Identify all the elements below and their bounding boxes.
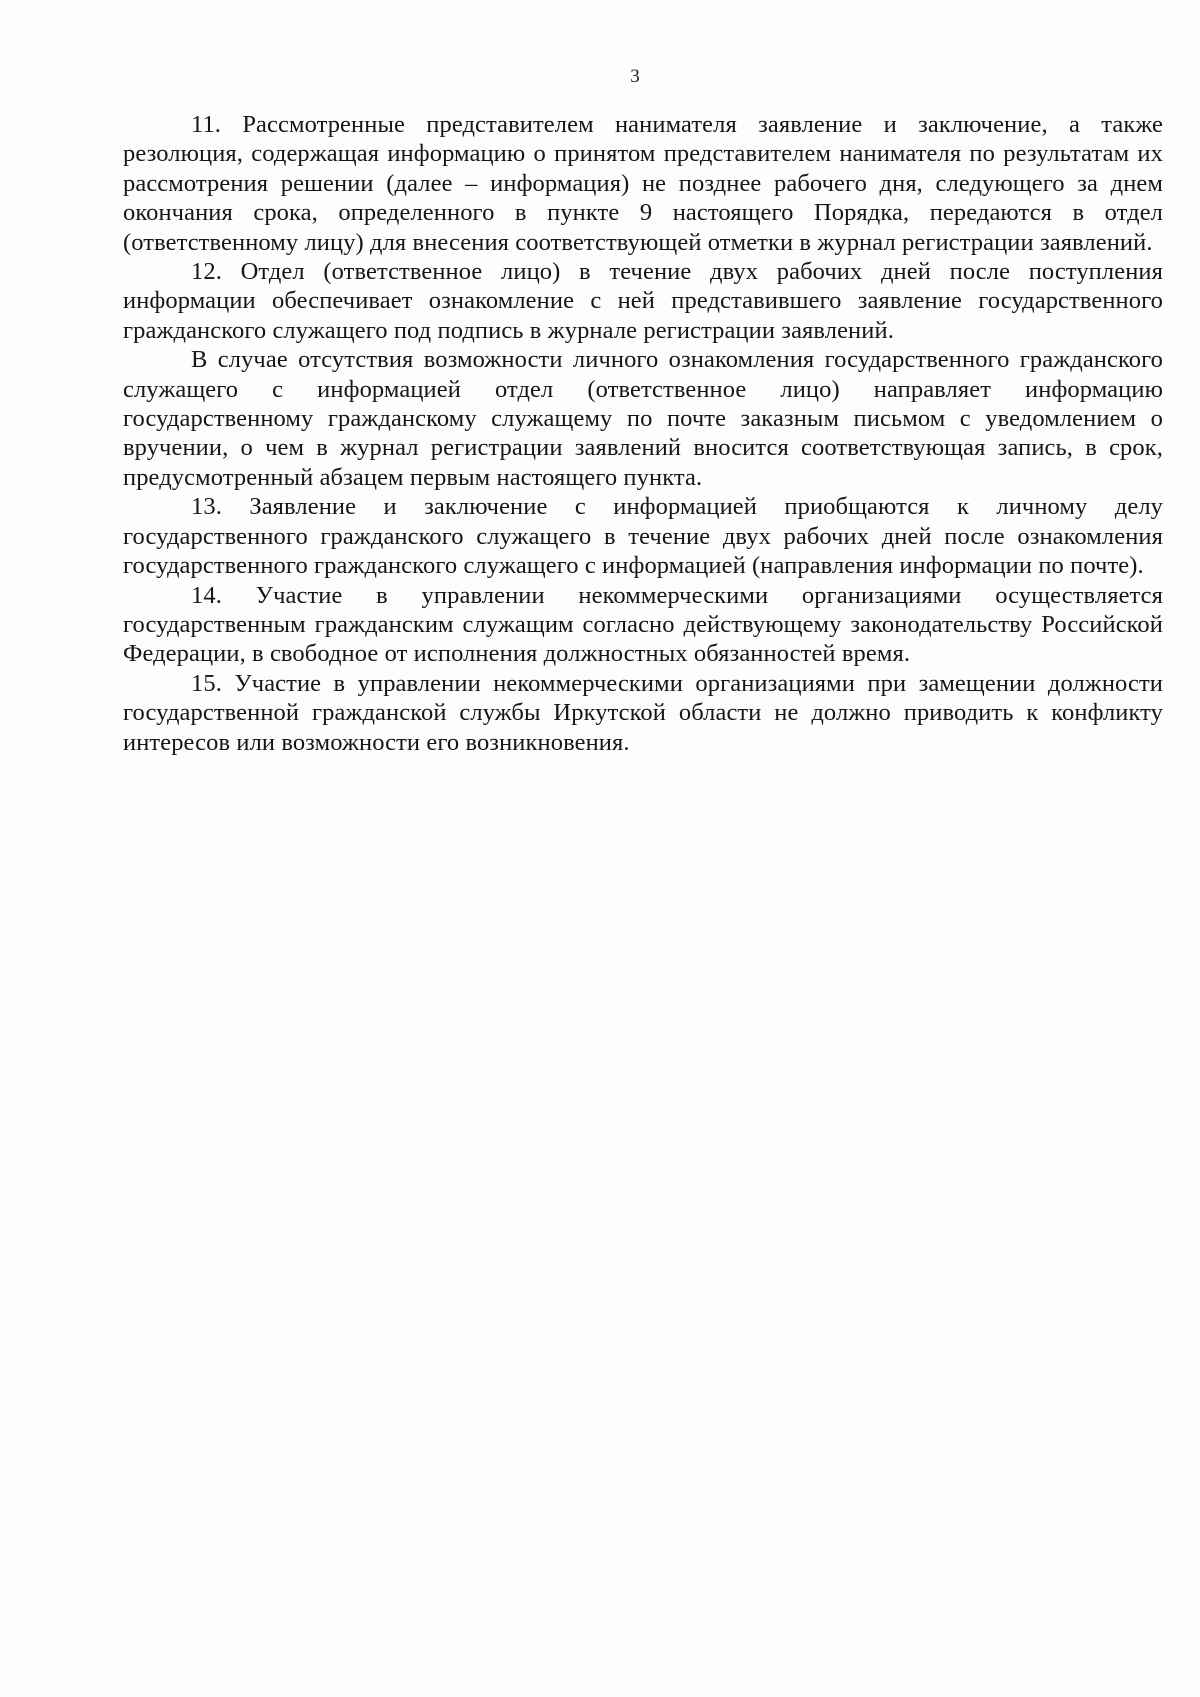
document-body [123,110,1163,757]
page-number: 3 [630,66,640,87]
paragraph-12: 12. Отдел (ответственное лицо) в течение двух рабочих дней после поступления информации обеспечивает ознакомление с ней представившего заявление государственного гражданского служащего под подпись в журнале регистрации заявлений. [123,258,1163,344]
paragraph-14: 14. Участие в управлении некоммерческими организациями осуществляется государственным гражданским служащим согласно действующему законодательству Российской Федерации, в свободное от исполнения должностных обязанностей время. [123,581,1163,668]
paragraph-13: 13. Заявление и заключение с информацией приобщаются к личному делу государственного гражданского служащего в течение двух рабочих дней после ознакомления государственного гражданского служащего с информацией (направления информации по почте). [123,493,1163,580]
paragraph-15: 15. Участие в управлении некоммерческими организациями при замещении должности государственной гражданской службы Иркутской области не должно приводить к конфликту интересов или возможности его возникновения. [123,669,1163,756]
paragraph-12-continuation: В случае отсутствия возможности личного ознакомления государственного гражданского служащего с информацией отдел (ответственное лицо) направляет информацию государственному гражданскому служащему по почте заказным письмом с уведомлением о вручении, о чем в журнал регистрации заявлений вносится соответствующая запись, в срок, предусмотренный абзацем первым настоящего пункта. [123,346,1163,491]
paragraph-11: 11. Рассмотренные представителем нанимателя заявление и заключение, а также резолюция, содержащая информацию о принятом представителем нанимателя по результатам их рассмотрения решении (далее – информация) не позднее рабочего дня, следующего за днем окончания срока, определенного в пункте 9 настоящего Порядка, передаются в отдел (ответственному лицу) для внесения соответствующей отметки в журнал регистрации заявлений. [123,111,1163,256]
